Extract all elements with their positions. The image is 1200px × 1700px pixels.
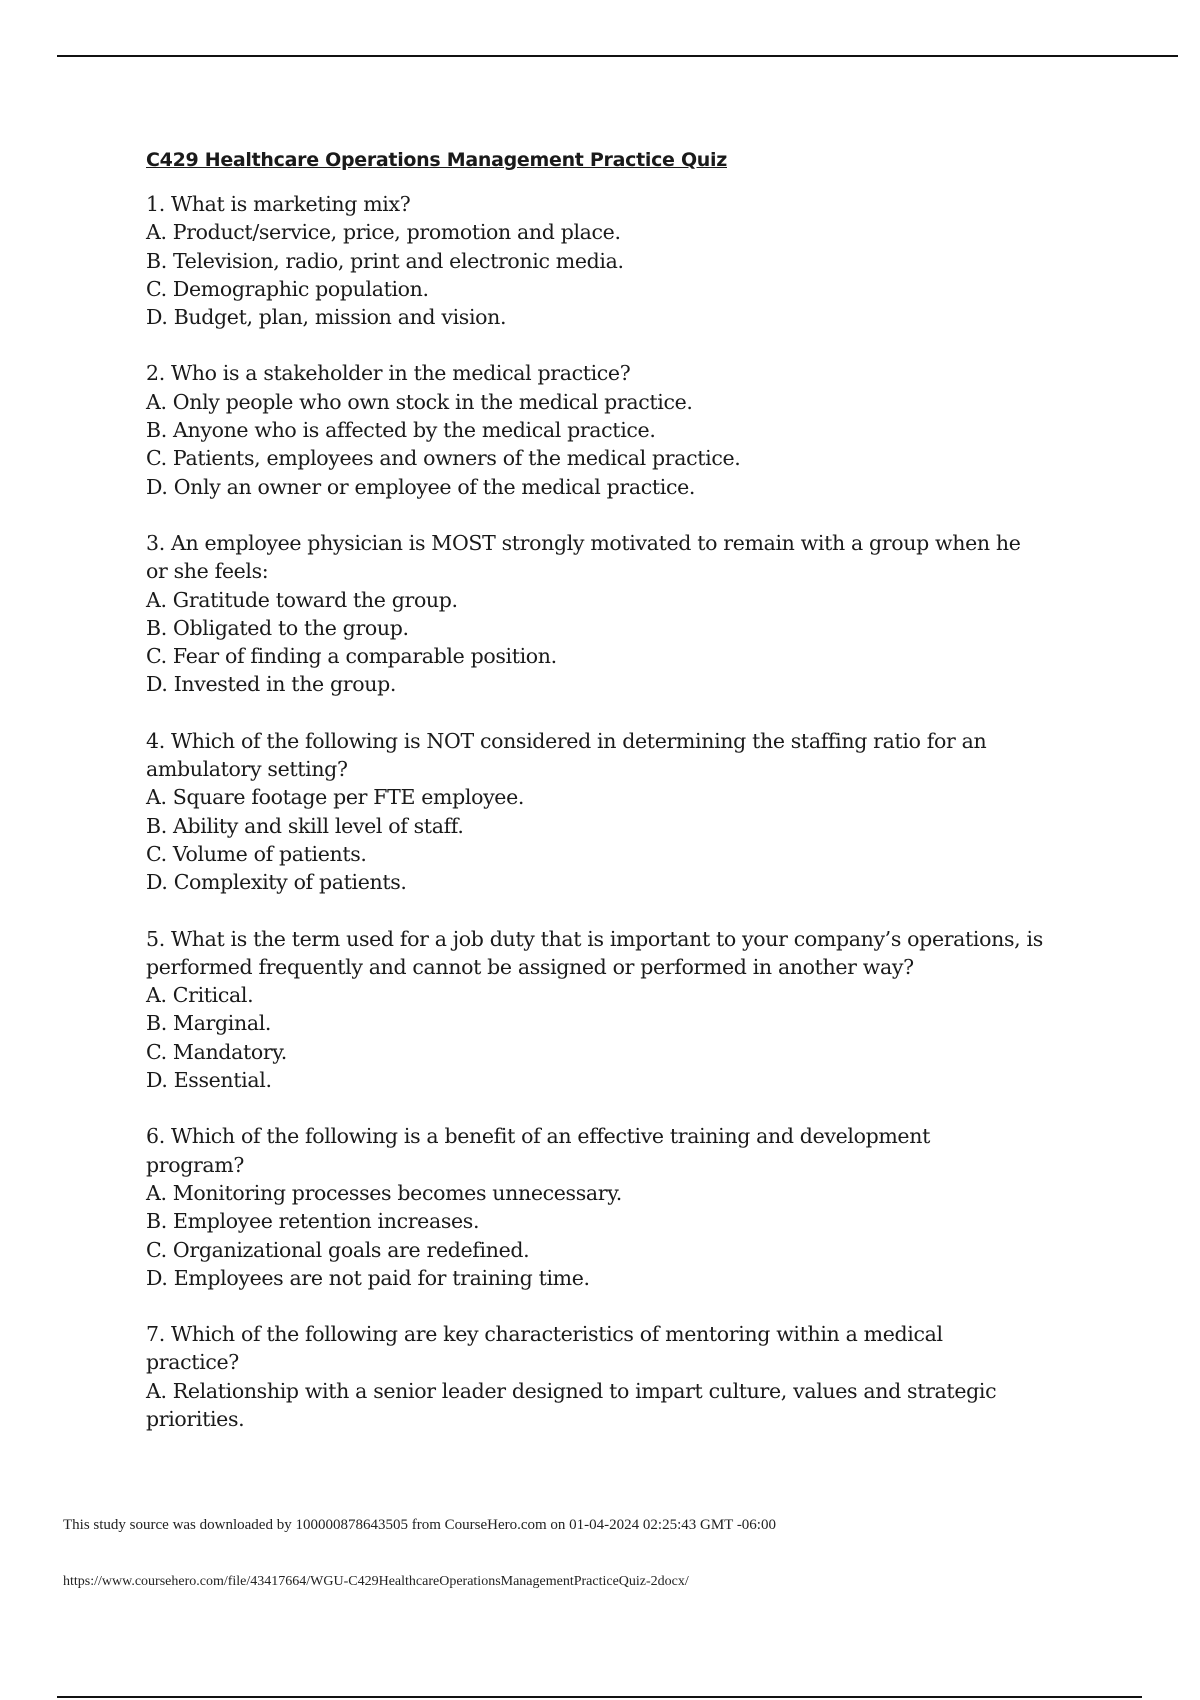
answer-option-b: B. Employee retention increases. [146,1209,480,1234]
answer-option-b: B. Anyone who is affected by the medical practice. [146,418,656,443]
download-source-notice: This study source was downloaded by 100000878643505 from CourseHero.com on 01-04-2024 02:25:43 GMT -06:00 [63,1517,776,1533]
answer-option-b: B. Ability and skill level of staff. [146,813,464,838]
top-divider [57,55,1178,57]
source-url[interactable]: https://www.coursehero.com/file/43417664/WGU-C429HealthcareOperationsManagementPracticeQuiz-2docx/ [63,1574,689,1589]
question-stem: 4. Which of the following is NOT considered in determining the staffing ratio for an [146,728,987,753]
question-stem: 5. What is the term used for a job duty that is important to your company’s operations, is [146,926,1043,951]
question-stem: 1. What is marketing mix? [146,192,411,216]
answer-option-b: B. Marginal. [146,1011,272,1036]
answer-option-a: A. Monitoring processes becomes unnecessary. [146,1180,622,1205]
answer-option-a: A. Only people who own stock in the medical practice. [146,389,693,414]
question-7 [146,1320,1076,1433]
answer-option-d: D. Only an owner or employee of the medical practice. [146,474,696,499]
answer-option-d: D. Essential. [146,1068,272,1093]
question-stem: 2. Who is a stakeholder in the medical practice? [146,361,631,386]
answer-option-a: A. Critical. [146,983,254,1008]
question-2 [146,359,1076,500]
answer-option-b: B. Television, radio, print and electronic media. [146,248,624,273]
question-6 [146,1122,1076,1292]
answer-option-c: C. Volume of patients. [146,841,367,866]
answer-option-a: A. Relationship with a senior leader designed to impart culture, values and strategic [146,1378,997,1403]
question-stem-continued: practice? [146,1350,239,1375]
question-stem: 3. An employee physician is MOST strongly motivated to remain with a group when he [146,530,1021,555]
answer-option-d: D. Employees are not paid for training time. [146,1265,590,1290]
answer-option-a-continued: priorities. [146,1406,245,1431]
bottom-divider [57,1696,1142,1698]
question-stem-continued: or she feels: [146,559,269,584]
question-4 [146,727,1076,897]
question-stem-continued: program? [146,1152,245,1177]
question-stem: 6. Which of the following is a benefit of an effective training and development [146,1124,930,1149]
answer-option-c: C. Patients, employees and owners of the medical practice. [146,446,741,471]
answer-option-c: C. Fear of finding a comparable position. [146,644,557,669]
question-3 [146,529,1076,699]
answer-option-c: C. Demographic population. [146,276,429,301]
question-1 [146,190,1076,331]
answer-option-a: A. Square footage per FTE employee. [146,785,525,810]
question-stem-continued: performed frequently and cannot be assigned or performed in another way? [146,954,914,979]
question-stem: 7. Which of the following are key characteristics of mentoring within a medical [146,1322,943,1347]
answer-option-d: D. Complexity of patients. [146,870,407,895]
answer-option-a: A. Gratitude toward the group. [146,587,458,612]
answer-option-c: C. Organizational goals are redefined. [146,1237,530,1262]
question-stem-continued: ambulatory setting? [146,757,348,782]
answer-option-d: D. Budget, plan, mission and vision. [146,305,507,330]
answer-option-b: B. Obligated to the group. [146,615,409,640]
answer-option-d: D. Invested in the group. [146,672,397,697]
question-5 [146,925,1076,1095]
answer-option-c: C. Mandatory. [146,1039,287,1064]
answer-option-a: A. Product/service, price, promotion and place. [146,220,621,245]
quiz-document [146,146,1076,1461]
quiz-title: C429 Healthcare Operations Management Practice Quiz [146,149,727,171]
